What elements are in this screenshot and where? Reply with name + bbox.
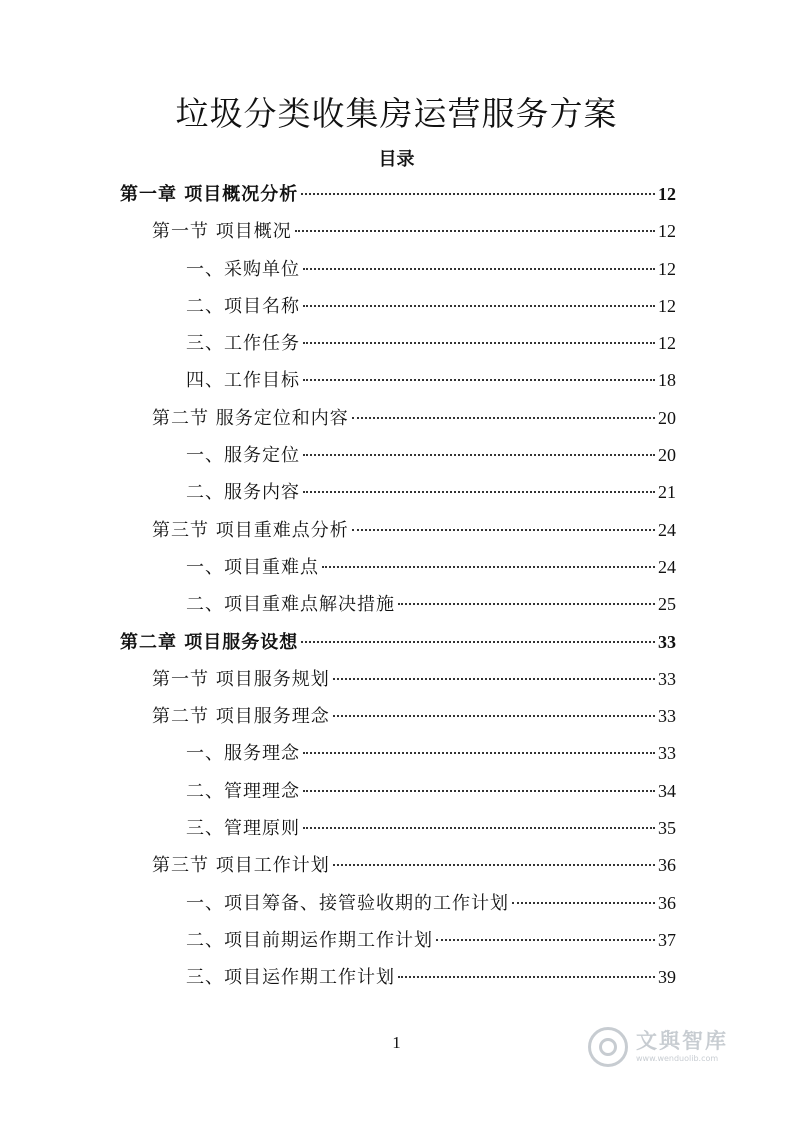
watermark-name: 文與智库: [636, 1029, 728, 1053]
toc-entry[interactable]: [120, 325, 676, 362]
toc-entry-page: 35: [658, 818, 676, 839]
toc-entry-title: 二、项目名称: [186, 295, 300, 317]
toc-entry-title: 第二章 项目服务设想: [120, 631, 299, 653]
toc-leader-dots: [436, 939, 655, 941]
toc-leader-dots: [303, 379, 655, 381]
toc-entry[interactable]: [120, 400, 676, 437]
toc-entry-title: 一、项目筹备、接管验收期的工作计划: [186, 892, 509, 914]
watermark-url: www.wenduolib.com: [636, 1054, 719, 1063]
toc-entry[interactable]: [120, 885, 676, 922]
toc-leader-dots: [301, 641, 655, 643]
toc-leader-dots: [303, 790, 655, 792]
toc-leader-dots: [322, 566, 655, 568]
toc-entry-page: 36: [658, 892, 676, 913]
toc-entry-title: 第一节 项目服务规划: [152, 668, 330, 690]
toc-entry-page: 33: [658, 743, 676, 764]
toc-entry-title: 第二节 服务定位和内容: [152, 407, 349, 429]
toc-leader-dots: [303, 268, 655, 270]
toc-entry[interactable]: [120, 549, 676, 586]
toc-entry-page: 33: [658, 668, 676, 689]
toc-entry-page: 25: [658, 594, 676, 615]
toc-entry-page: 12: [658, 295, 676, 316]
toc-entry[interactable]: [120, 698, 676, 735]
toc-leader-dots: [398, 976, 655, 978]
toc-leader-dots: [303, 342, 655, 344]
toc-entry-page: 21: [658, 482, 676, 503]
document-title: 垃圾分类收集房运营服务方案: [175, 94, 618, 133]
toc-entry-title: 第三节 项目工作计划: [152, 855, 330, 877]
toc-leader-dots: [303, 752, 655, 754]
toc-entry[interactable]: [120, 474, 676, 511]
toc-leader-dots: [303, 454, 655, 456]
toc-entry[interactable]: [120, 437, 676, 474]
toc-leader-dots: [352, 529, 655, 531]
toc-entry[interactable]: [120, 362, 676, 399]
toc-entry[interactable]: [120, 810, 676, 847]
toc-entry[interactable]: [120, 624, 676, 661]
toc-entry[interactable]: [120, 251, 676, 288]
toc-entry-page: 20: [658, 445, 676, 466]
toc-entry[interactable]: [120, 773, 676, 810]
toc-entry-page: 36: [658, 855, 676, 876]
toc-entry[interactable]: [120, 586, 676, 623]
toc-entry-page: 39: [658, 967, 676, 988]
toc-leader-dots: [301, 193, 655, 195]
toc-entry[interactable]: [120, 847, 676, 884]
toc-entry[interactable]: [120, 661, 676, 698]
toc-entry-title: 第二节 项目服务理念: [152, 706, 330, 728]
toc-entry-title: 一、服务理念: [186, 743, 300, 765]
toc-entry-page: 12: [658, 184, 676, 204]
watermark: [588, 1022, 758, 1072]
toc-entry-page: 33: [658, 631, 676, 652]
toc-entry-title: 二、管理理念: [186, 780, 300, 802]
toc-leader-dots: [333, 864, 655, 866]
toc-entry-title: 一、项目重难点: [186, 556, 319, 578]
toc-entry[interactable]: [120, 288, 676, 325]
toc-entry[interactable]: [120, 512, 676, 549]
table-of-contents: [120, 176, 676, 997]
toc-entry[interactable]: [120, 176, 676, 213]
toc-heading: 目录: [378, 149, 415, 170]
toc-leader-dots: [333, 715, 655, 717]
toc-entry-page: 12: [658, 258, 676, 279]
toc-leader-dots: [352, 417, 655, 419]
toc-entry-page: 37: [658, 929, 676, 950]
watermark-logo-icon: [588, 1027, 628, 1067]
toc-leader-dots: [303, 491, 655, 493]
toc-entry-page: 12: [658, 221, 676, 242]
toc-entry-title: 二、项目前期运作期工作计划: [186, 929, 433, 951]
toc-entry[interactable]: [120, 959, 676, 996]
toc-entry-title: 二、项目重难点解决措施: [186, 594, 395, 616]
page-number: 1: [392, 1033, 401, 1052]
toc-entry-page: 12: [658, 333, 676, 354]
toc-leader-dots: [303, 827, 655, 829]
toc-entry-title: 四、工作目标: [186, 370, 300, 392]
toc-entry[interactable]: [120, 922, 676, 959]
toc-leader-dots: [512, 902, 655, 904]
toc-entry-page: 24: [658, 556, 676, 577]
toc-entry-title: 一、采购单位: [186, 258, 300, 280]
toc-entry-title: 二、服务内容: [186, 482, 300, 504]
toc-entry[interactable]: [120, 735, 676, 772]
toc-entry-title: 一、服务定位: [186, 445, 300, 467]
toc-entry-page: 34: [658, 780, 676, 801]
toc-entry-title: 第一章 项目概况分析: [120, 184, 299, 205]
toc-entry-title: 第一节 项目概况: [152, 221, 292, 243]
toc-entry[interactable]: [120, 213, 676, 250]
toc-leader-dots: [333, 678, 655, 680]
toc-leader-dots: [398, 603, 655, 605]
toc-entry-title: 三、工作任务: [186, 333, 300, 355]
toc-entry-page: 24: [658, 519, 676, 540]
toc-entry-title: 三、管理原则: [186, 818, 300, 840]
toc-leader-dots: [295, 230, 655, 232]
toc-entry-title: 三、项目运作期工作计划: [186, 967, 395, 989]
toc-entry-page: 20: [658, 407, 676, 428]
toc-entry-title: 第三节 项目重难点分析: [152, 519, 349, 541]
toc-leader-dots: [303, 305, 655, 307]
toc-entry-page: 33: [658, 706, 676, 727]
toc-entry-page: 18: [658, 370, 676, 391]
